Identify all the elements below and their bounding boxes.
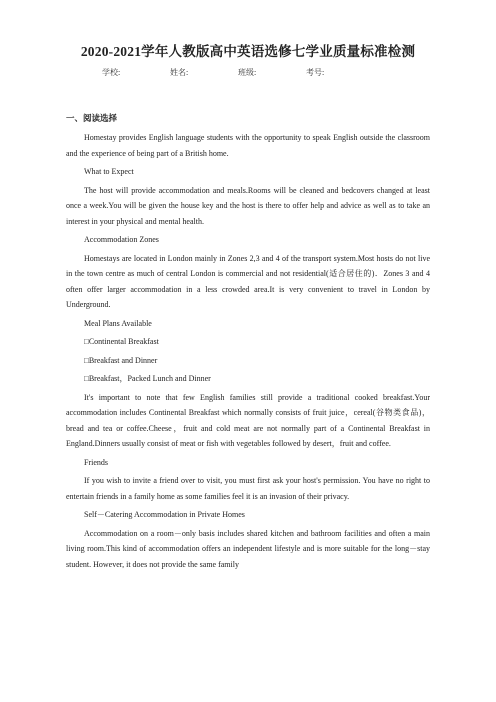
subheading-meal-plans: Meal Plans Available [84, 318, 152, 328]
paragraph-friends: If you wish to invite a friend over to visit, you must first ask your host's permission. You have no right to entertain friends in a family home as some families feel it is an invasion of their privacy. [66, 476, 430, 501]
section-heading: 一、阅读选择 [66, 113, 118, 123]
meal-plan-option: □Continental Breakfast [84, 337, 159, 346]
meal-plan-option: □Breakfast and Dinner [84, 355, 158, 365]
passage [66, 130, 430, 572]
subheading-self-catering: Self－Catering Accommodation in Private Homes [84, 510, 245, 519]
class-field-label: 班级: [238, 68, 257, 77]
paragraph-accommodation-zones: Homestays are located in London mainly in Zones 2,3 and 4 of the transport system.Most hosts do not live in the town centre as much of central London is commercial and not residential(适合居住的)．Zones 3 and 4 often offer larger accommodation in a less crowded area.It is very convenient to travel in London by Underground. [66, 253, 430, 309]
meal-plan-option: □Breakfast，Packed Lunch and Dinner [84, 374, 211, 383]
name-field-label: 姓名: [170, 68, 189, 77]
subheading-friends: Friends [84, 457, 108, 467]
school-field-label: 学校: [102, 68, 121, 77]
student-info-line [102, 67, 430, 78]
exam-number-field-label: 考号: [306, 68, 325, 77]
paragraph-what-to-expect: The host will provide accommodation and meals.Rooms will be cleaned and bedcovers changed at least once a week.You will be given the house key and the host is there to offer help and advice as well as to take an interest in your physical and mental health. [66, 185, 430, 226]
paragraph-self-catering: Accommodation on a room－only basis includes shared kitchen and bathroom facilities and often a main living room.This kind of accommodation offers an independent lifestyle and is more suitable for the long－stay student. However, it does not provide the same family [66, 528, 430, 569]
passage-intro: Homestay provides English language students with the opportunity to speak English outside the classroom and the experience of being part of a British home. [66, 133, 430, 158]
subheading-accommodation-zones: Accommodation Zones [84, 235, 159, 244]
subheading-what-to-expect: What to Expect [84, 167, 134, 176]
page-title: 2020-2021学年人教版高中英语选修七学业质量标准检测 [80, 44, 416, 59]
paragraph-breakfast-note: It's important to note that few English families still provide a traditional cooked breakfast.Your accommodation includes Continental Breakfast which normally consists of fruit juice，cereal(谷物类食品)，bread and tea or coffee.Cheese，fruit and cold meat are not normally part of a Continental Breakfast in England.Dinners usually consist of meat or fish with vegetables followed by desert，fruit and coffee. [66, 392, 430, 448]
